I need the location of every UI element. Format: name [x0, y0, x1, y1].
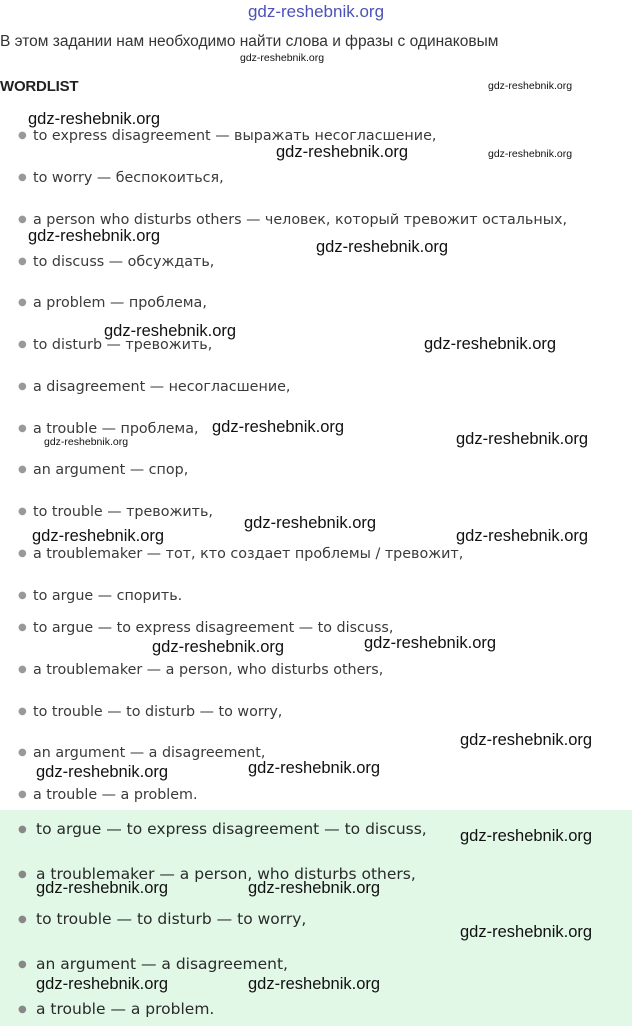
watermark: gdz-reshebnik.org — [460, 923, 593, 941]
watermark: gdz-reshebnik.org — [28, 227, 161, 245]
list-item-text: a trouble — a problem. — [33, 787, 198, 803]
bullet-icon: ● — [18, 339, 27, 350]
watermark: gdz-reshebnik.org — [364, 634, 497, 652]
watermark: gdz-reshebnik.org — [460, 731, 593, 749]
watermark: gdz-reshebnik.org — [240, 52, 325, 64]
answer-item — [18, 820, 427, 838]
bullet-icon: ● — [18, 959, 27, 970]
watermark: gdz-reshebnik.org — [244, 514, 377, 532]
intro-text: В этом задании нам необходимо найти слова и фразы с одинаковым — [0, 33, 499, 50]
watermark: gdz-reshebnik.org — [36, 879, 169, 897]
list-item — [18, 128, 436, 144]
watermark: gdz-reshebnik.org — [248, 879, 381, 897]
bullet-icon: ● — [18, 130, 27, 141]
bullet-icon: ● — [18, 789, 27, 800]
bullet-icon: ● — [18, 914, 27, 925]
list-item-text: an argument — a disagreement, — [33, 745, 266, 761]
watermark: gdz-reshebnik.org — [36, 975, 169, 993]
answer-text: to argue — to express disagreement — to discuss, — [36, 820, 427, 838]
bullet-icon: ● — [18, 706, 27, 717]
list-item — [18, 704, 282, 720]
list-item — [18, 787, 198, 803]
answer-item — [18, 1000, 214, 1018]
watermark: gdz-reshebnik.org — [456, 430, 589, 448]
bullet-icon: ● — [18, 297, 27, 308]
list-item — [18, 295, 207, 311]
watermark: gdz-reshebnik.org — [460, 827, 593, 845]
list-item-text: a disagreement — несогласшение, — [33, 379, 291, 395]
bullet-icon: ● — [18, 506, 27, 517]
watermark: gdz-reshebnik.org — [44, 436, 129, 448]
list-item-text: to argue — to express disagreement — to discuss, — [33, 620, 394, 636]
bullet-icon: ● — [18, 747, 27, 758]
bullet-icon: ● — [18, 256, 27, 267]
list-item-text: a troublemaker — a person, who disturbs others, — [33, 662, 384, 678]
list-item-text: to disturb — тревожить, — [33, 337, 213, 353]
bullet-icon: ● — [18, 590, 27, 601]
list-item — [18, 421, 199, 437]
watermark: gdz-reshebnik.org — [212, 418, 345, 436]
bullet-icon: ● — [18, 1004, 27, 1015]
list-item — [18, 504, 213, 520]
watermark: gdz-reshebnik.org — [488, 80, 573, 92]
answer-item — [18, 955, 288, 973]
list-item-text: a troublemaker — тот, кто создает проблемы / тревожит, — [33, 546, 464, 562]
list-item-text: a person who disturbs others — человек, который тревожит остальных, — [33, 212, 567, 228]
list-item-text: to express disagreement — выражать несогласшение, — [33, 128, 437, 144]
watermark: gdz-reshebnik.org — [488, 148, 573, 160]
bullet-icon: ● — [18, 622, 27, 633]
bullet-icon: ● — [18, 548, 27, 559]
bullet-icon: ● — [18, 869, 27, 880]
watermark: gdz-reshebnik.org — [316, 238, 449, 256]
list-item-text: to trouble — тревожить, — [33, 504, 213, 520]
answer-text: a troublemaker — a person, who disturbs others, — [36, 865, 416, 883]
list-item — [18, 462, 188, 478]
list-item — [18, 212, 567, 228]
watermark: gdz-reshebnik.org — [28, 110, 161, 128]
bullet-icon: ● — [18, 464, 27, 475]
watermark: gdz-reshebnik.org — [276, 143, 409, 161]
watermark: gdz-reshebnik.org — [424, 335, 557, 353]
answer-text: an argument — a disagreement, — [36, 955, 288, 973]
list-item — [18, 170, 224, 186]
bullet-icon: ● — [18, 214, 27, 225]
bullet-icon: ● — [18, 381, 27, 392]
list-item — [18, 546, 463, 562]
list-item — [18, 662, 383, 678]
list-item — [18, 254, 214, 270]
watermark: gdz-reshebnik.org — [36, 763, 169, 781]
list-item — [18, 745, 265, 761]
list-item-text: a trouble — проблема, — [33, 421, 199, 437]
list-item-text: to worry — беспокоиться, — [33, 170, 224, 186]
watermark: gdz-reshebnik.org — [32, 527, 165, 545]
bullet-icon: ● — [18, 664, 27, 675]
site-header-watermark: gdz-reshebnik.org — [247, 2, 385, 21]
list-item — [18, 620, 393, 636]
list-item-text: to argue — спорить. — [33, 588, 183, 604]
watermark: gdz-reshebnik.org — [456, 527, 589, 545]
answer-item — [18, 910, 306, 928]
answer-text: a trouble — a problem. — [36, 1000, 215, 1018]
bullet-icon: ● — [18, 824, 27, 835]
bullet-icon: ● — [18, 172, 27, 183]
list-item — [18, 588, 182, 604]
watermark: gdz-reshebnik.org — [152, 638, 285, 656]
list-item-text: a problem — проблема, — [33, 295, 207, 311]
list-item-text: to trouble — to disturb — to worry, — [33, 704, 283, 720]
list-item — [18, 379, 290, 395]
watermark: gdz-reshebnik.org — [248, 759, 381, 777]
answer-text: to trouble — to disturb — to worry, — [36, 910, 307, 928]
wordlist-heading: WORDLIST — [0, 78, 79, 95]
watermark: gdz-reshebnik.org — [248, 975, 381, 993]
bullet-icon: ● — [18, 423, 27, 434]
watermark: gdz-reshebnik.org — [104, 322, 237, 340]
list-item-text: to discuss — обсуждать, — [33, 254, 215, 270]
list-item-text: an argument — спор, — [33, 462, 189, 478]
